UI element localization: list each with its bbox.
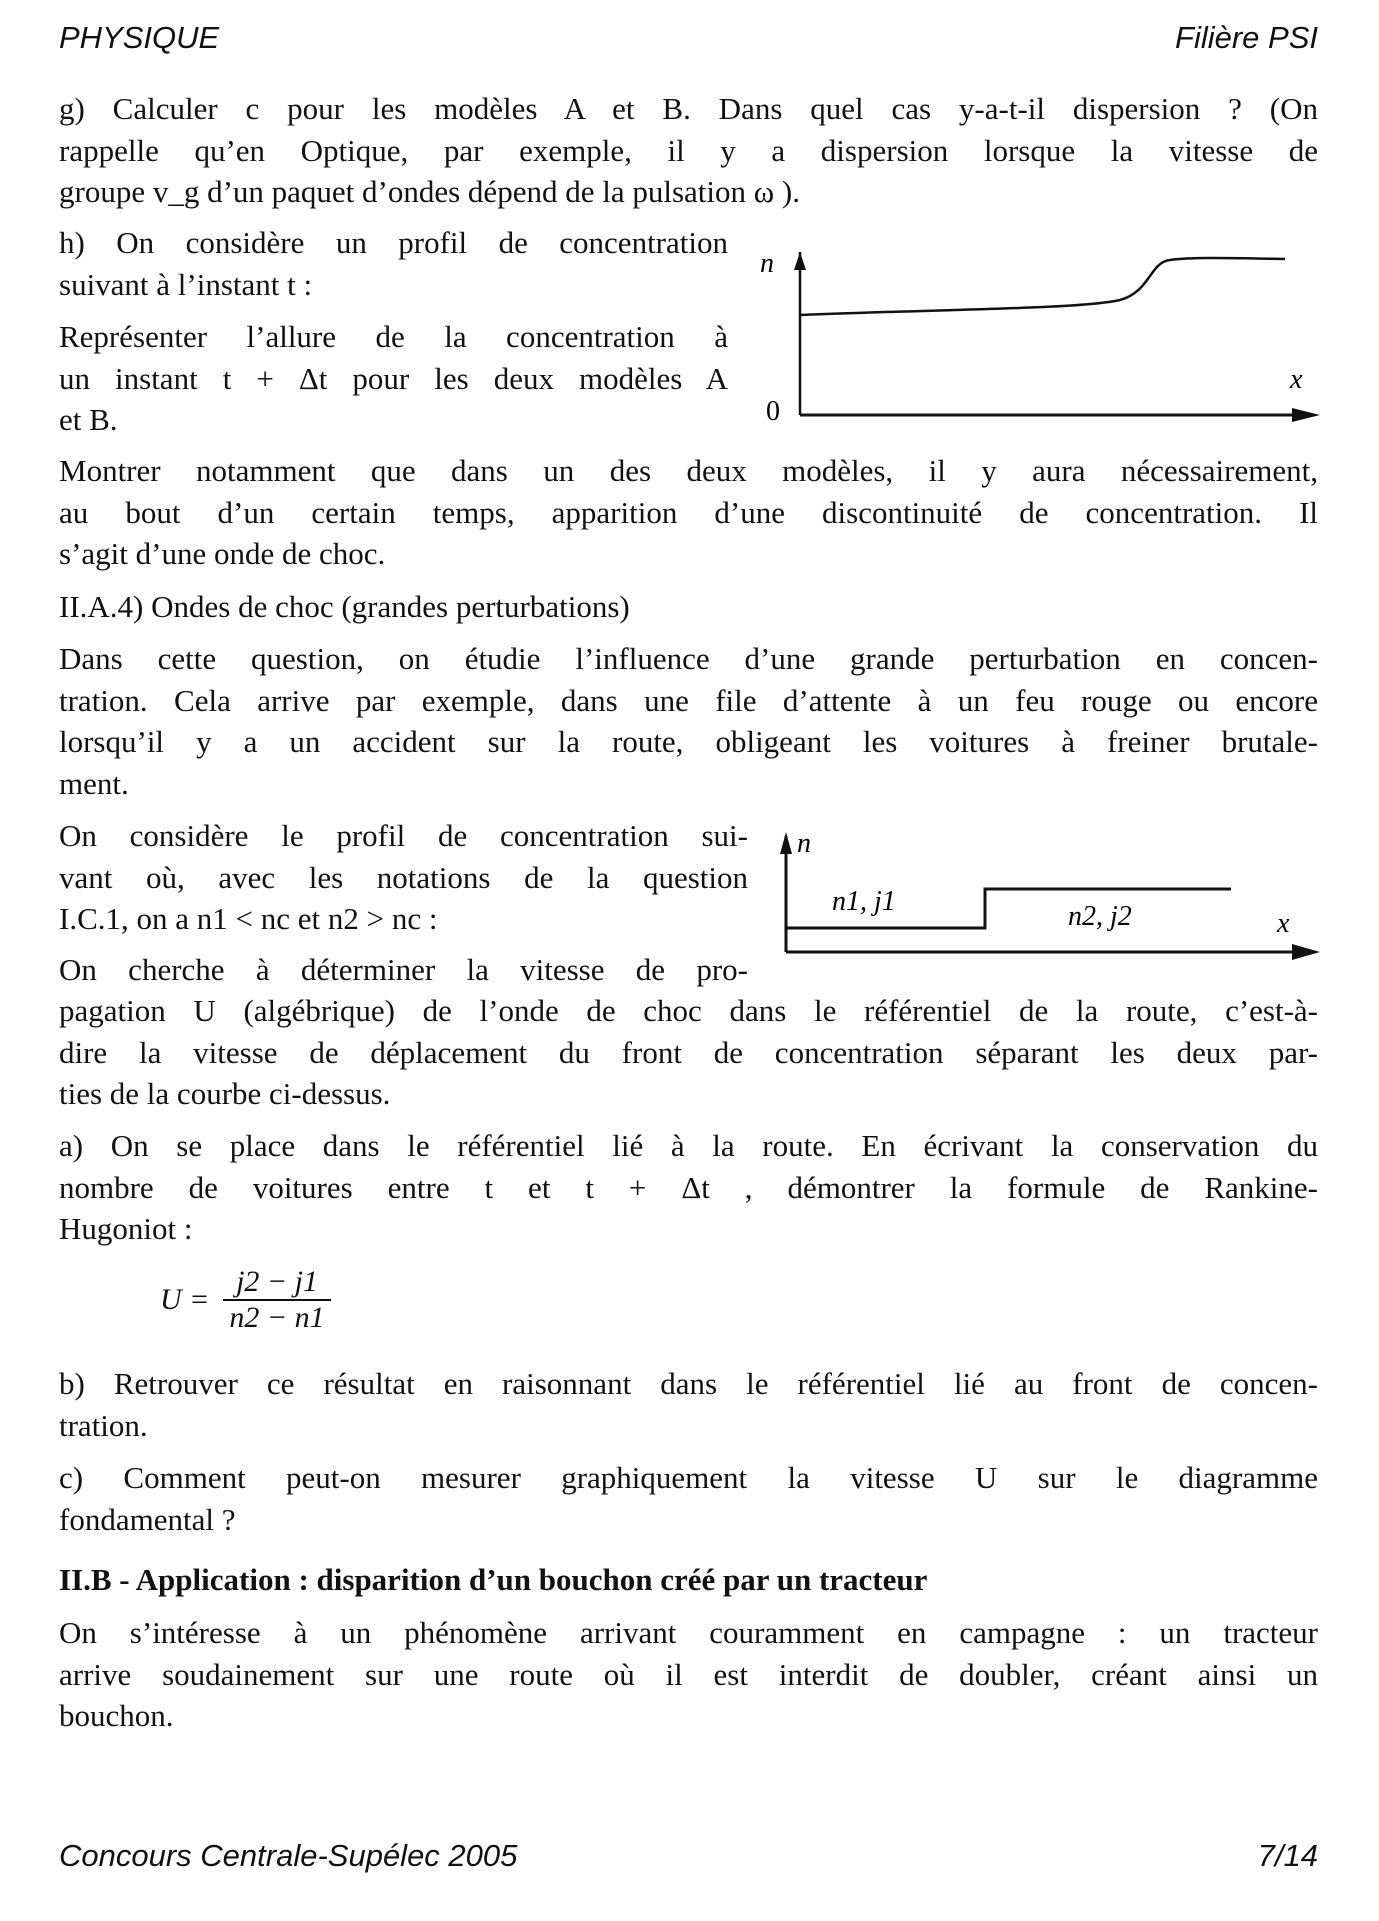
text-line: c) Comment peut-on mesurer graphiquement la vitesse U sur le diagramme	[59, 1460, 1318, 1495]
text-line: On considère le profil de concentration sui-	[59, 818, 748, 853]
text-line: bouchon.	[59, 1698, 174, 1734]
text-line: dire la vitesse de déplacement du front de concentration séparant les deux par-	[59, 1034, 1318, 1070]
region-2-label: n2, j2	[1068, 901, 1132, 932]
text-line: et B.	[59, 402, 118, 438]
footer-exam: Concours Centrale-Supélec 2005	[59, 1838, 518, 1873]
text-line: Montrer notamment que dans un des deux modèles, il y aura nécessairement,	[59, 453, 1318, 488]
text-line: h) On considère un profil de concentration	[59, 225, 728, 260]
origin-label: 0	[766, 396, 780, 427]
region-1-label: n1, j1	[832, 886, 896, 917]
text-line: vant où, avec les notations de la question	[59, 859, 748, 895]
text-line: On cherche à déterminer la vitesse de pro-	[59, 952, 748, 987]
text-line: On s’intéresse à un phénomène arrivant couramment en campagne : un tracteur	[59, 1615, 1318, 1650]
text-line: b) Retrouver ce résultat en raisonnant dans le référentiel lié au front de concen-	[59, 1366, 1318, 1401]
y-axis-label: n	[760, 248, 774, 279]
header-track: Filière PSI	[1175, 20, 1318, 55]
y-axis-label: n	[797, 828, 811, 859]
figure-shock-profile	[780, 828, 1320, 960]
text-line: Hugoniot :	[59, 1211, 193, 1247]
text-line: g) Calculer c pour les modèles A et B. Dans quel cas y-a-t-il dispersion ? (On	[59, 91, 1318, 126]
text-line: Représenter l’allure de la concentration à	[59, 319, 728, 354]
formula-numerator: j2 − j1	[223, 1265, 330, 1301]
text-line: arrive soudainement sur une route où il est interdit de doubler, créant ainsi un	[59, 1656, 1318, 1692]
formula-lhs: U =	[160, 1283, 210, 1316]
text-line: II.A.4) Ondes de choc (grandes perturbations)	[59, 589, 630, 624]
y-axis-arrow	[794, 252, 806, 270]
text-line: pagation U (algébrique) de l’onde de choc dans le référentiel de la route, c’est-à-	[59, 993, 1318, 1028]
text-line: groupe v_g d’un paquet d’ondes dépend de la pulsation ω ).	[59, 174, 800, 210]
text-line: fondamental ?	[59, 1501, 236, 1537]
text-line: ties de la courbe ci-dessus.	[59, 1076, 391, 1112]
text-line: rappelle qu’en Optique, par exemple, il y a dispersion lorsque la vitesse de	[59, 132, 1318, 168]
y-axis-arrow	[780, 832, 792, 854]
header-subject: PHYSIQUE	[59, 20, 220, 55]
text-line: ment.	[59, 765, 129, 801]
text-line: lorsqu’il y a un accident sur la route, obligeant les voitures à freiner brutale-	[59, 724, 1318, 760]
text-line: tration.	[59, 1407, 148, 1443]
text-line: un instant t + Δt pour les deux modèles A	[59, 360, 728, 396]
text-line: au bout d’un certain temps, apparition d’une discontinuité de concentration. Il	[59, 494, 1318, 530]
text-line: Dans cette question, on étudie l’influence d’une grande perturbation en concen-	[59, 641, 1318, 676]
text-line: suivant à l’instant t :	[59, 266, 313, 302]
formula-denominator: n2 − n1	[229, 1301, 325, 1334]
footer-page-number: 7/14	[1257, 1838, 1318, 1873]
text-line: a) On se place dans le référentiel lié à la route. En écrivant la conservation du	[59, 1128, 1318, 1163]
text-line: tration. Cela arrive par exemple, dans une file d’attente à un feu rouge ou encore	[59, 682, 1318, 718]
x-axis-label: x	[1290, 364, 1303, 395]
text-line: II.B - Application : disparition d’un bouchon créé par un tracteur	[59, 1562, 928, 1597]
figure-concentration-profile	[760, 248, 1320, 427]
text-line: s’agit d’une onde de choc.	[59, 536, 386, 572]
x-axis-label: x	[1277, 908, 1290, 939]
concentration-curve	[800, 258, 1285, 315]
text-line: nombre de voitures entre t et t + Δt , démontrer la formule de Rankine-	[59, 1169, 1318, 1205]
x-axis-arrow	[1292, 408, 1320, 422]
text-line: I.C.1, on a n1 < nc et n2 > nc :	[59, 901, 438, 937]
x-axis-arrow	[1292, 944, 1320, 960]
